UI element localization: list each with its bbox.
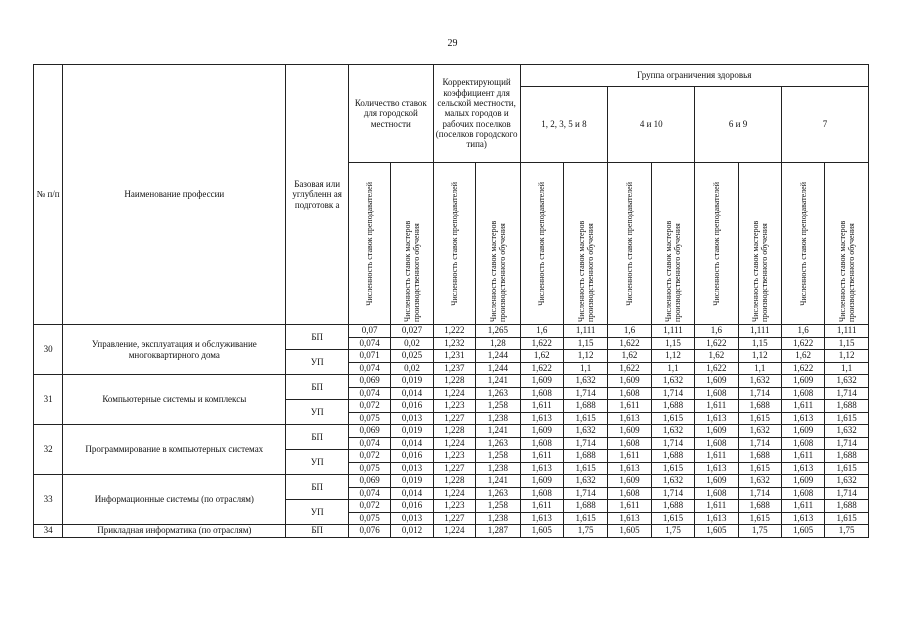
- value-cell: 1,28: [476, 337, 520, 350]
- subheader-masters: Численность ставок мастеров производственного обучения: [391, 163, 433, 325]
- value-cell: 1,632: [825, 375, 869, 388]
- value-cell: 1,223: [433, 450, 475, 463]
- training-level: УП: [286, 350, 349, 375]
- value-cell: 1,714: [651, 437, 694, 450]
- value-cell: 1,611: [520, 500, 563, 513]
- value-cell: 1,111: [738, 325, 781, 338]
- profession-name: Компьютерные системы и комплексы: [63, 375, 286, 425]
- value-cell: 1,613: [520, 462, 563, 475]
- header-profession: Наименование профессии: [63, 65, 286, 325]
- value-cell: 1,608: [520, 437, 563, 450]
- training-level: БП: [286, 325, 349, 350]
- profession-name: Программирование в компьютерных системах: [63, 425, 286, 475]
- value-cell: 1,688: [651, 400, 694, 413]
- value-cell: 1,111: [651, 325, 694, 338]
- profession-name: Прикладная информатика (по отраслям): [63, 525, 286, 538]
- value-cell: 1,714: [651, 487, 694, 500]
- header-urban: Количество ставок для городской местности: [348, 65, 433, 163]
- value-cell: 0,072: [348, 400, 390, 413]
- value-cell: 0,012: [391, 525, 433, 538]
- value-cell: 1,613: [608, 462, 651, 475]
- value-cell: 1,238: [476, 412, 520, 425]
- value-cell: 1,15: [738, 337, 781, 350]
- value-cell: 1,632: [738, 475, 781, 488]
- value-cell: 1,611: [781, 450, 824, 463]
- header-num: № п/п: [34, 65, 63, 325]
- value-cell: 1,615: [651, 512, 694, 525]
- value-cell: 1,238: [476, 512, 520, 525]
- value-cell: 1,608: [608, 437, 651, 450]
- value-cell: 0,074: [348, 487, 390, 500]
- value-cell: 0,014: [391, 437, 433, 450]
- value-cell: 1,615: [825, 462, 869, 475]
- value-cell: 1,244: [476, 362, 520, 375]
- value-cell: 1,615: [738, 512, 781, 525]
- value-cell: 1,714: [738, 487, 781, 500]
- value-cell: 1,224: [433, 437, 475, 450]
- value-cell: 1,12: [651, 350, 694, 363]
- value-cell: 1,688: [825, 450, 869, 463]
- value-cell: 1,223: [433, 400, 475, 413]
- value-cell: 1,224: [433, 487, 475, 500]
- value-cell: 1,75: [651, 525, 694, 538]
- value-cell: 1,622: [695, 362, 738, 375]
- value-cell: 1,622: [695, 337, 738, 350]
- value-cell: 1,632: [651, 425, 694, 438]
- value-cell: 1,714: [825, 437, 869, 450]
- value-cell: 0,014: [391, 487, 433, 500]
- value-cell: 1,608: [520, 487, 563, 500]
- value-cell: 1,622: [520, 362, 563, 375]
- value-cell: 1,258: [476, 400, 520, 413]
- value-cell: 1,613: [608, 512, 651, 525]
- value-cell: 1,12: [738, 350, 781, 363]
- value-cell: 0,027: [391, 325, 433, 338]
- value-cell: 0,072: [348, 500, 390, 513]
- training-level: УП: [286, 450, 349, 475]
- value-cell: 1,613: [781, 412, 824, 425]
- value-cell: 1,263: [476, 487, 520, 500]
- value-cell: 1,608: [520, 387, 563, 400]
- profession-name: Управление, эксплуатация и обслуживание многоквартирного дома: [63, 325, 286, 375]
- value-cell: 1,632: [563, 375, 607, 388]
- value-cell: 1,613: [781, 462, 824, 475]
- value-cell: 1,622: [781, 337, 824, 350]
- value-cell: 1,688: [651, 500, 694, 513]
- subheader-masters: Численность ставок мастеров производственного обучения: [651, 163, 694, 325]
- table-row: [34, 375, 869, 388]
- value-cell: 1,688: [563, 450, 607, 463]
- value-cell: 1,15: [651, 337, 694, 350]
- value-cell: 0,076: [348, 525, 390, 538]
- value-cell: 1,611: [781, 400, 824, 413]
- header-group-3: 6 и 9: [695, 87, 782, 163]
- value-cell: 1,75: [825, 525, 869, 538]
- value-cell: 1,258: [476, 450, 520, 463]
- value-cell: 1,615: [825, 512, 869, 525]
- page-number: 29: [447, 38, 458, 49]
- value-cell: 1,6: [608, 325, 651, 338]
- subheader-masters: Численность ставок мастеров производственного обучения: [825, 163, 869, 325]
- header-level: Базовая или углубленн ая подготовк а: [286, 65, 349, 325]
- value-cell: 1,75: [738, 525, 781, 538]
- value-cell: 1,263: [476, 437, 520, 450]
- header-group-2: 4 и 10: [608, 87, 695, 163]
- value-cell: 0,02: [391, 362, 433, 375]
- value-cell: 1,613: [695, 462, 738, 475]
- training-level: БП: [286, 425, 349, 450]
- value-cell: 1,714: [651, 387, 694, 400]
- value-cell: 1,605: [695, 525, 738, 538]
- training-level: УП: [286, 400, 349, 425]
- value-cell: 0,013: [391, 462, 433, 475]
- header-coef: Корректирующий коэффициент для сельской местности, малых городов и рабочих поселков (поселков городского типа): [433, 65, 520, 163]
- rates-table: [33, 64, 869, 538]
- value-cell: 1,1: [738, 362, 781, 375]
- value-cell: 1,609: [695, 375, 738, 388]
- value-cell: 1,609: [781, 375, 824, 388]
- value-cell: 1,613: [520, 412, 563, 425]
- training-level: УП: [286, 500, 349, 525]
- value-cell: 1,613: [695, 412, 738, 425]
- value-cell: 1,605: [781, 525, 824, 538]
- value-cell: 1,714: [563, 437, 607, 450]
- value-cell: 1,608: [695, 437, 738, 450]
- value-cell: 1,688: [651, 450, 694, 463]
- value-cell: 1,222: [433, 325, 475, 338]
- value-cell: 1,1: [563, 362, 607, 375]
- value-cell: 1,608: [781, 387, 824, 400]
- value-cell: 1,688: [563, 500, 607, 513]
- header-group-1: 1, 2, 3, 5 и 8: [520, 87, 608, 163]
- row-number: 33: [34, 475, 63, 525]
- value-cell: 1,241: [476, 425, 520, 438]
- value-cell: 1,287: [476, 525, 520, 538]
- value-cell: 0,014: [391, 387, 433, 400]
- value-cell: 1,111: [563, 325, 607, 338]
- value-cell: 0,074: [348, 387, 390, 400]
- value-cell: 1,609: [781, 475, 824, 488]
- value-cell: 1,608: [695, 387, 738, 400]
- value-cell: 1,611: [608, 400, 651, 413]
- value-cell: 1,609: [608, 425, 651, 438]
- value-cell: 1,609: [695, 475, 738, 488]
- row-number: 32: [34, 425, 63, 475]
- value-cell: 1,609: [520, 425, 563, 438]
- value-cell: 0,069: [348, 375, 390, 388]
- value-cell: 1,258: [476, 500, 520, 513]
- value-cell: 0,016: [391, 500, 433, 513]
- value-cell: 1,622: [520, 337, 563, 350]
- value-cell: 1,62: [608, 350, 651, 363]
- value-cell: 1,615: [651, 462, 694, 475]
- value-cell: 1,611: [695, 450, 738, 463]
- value-cell: 1,609: [695, 425, 738, 438]
- value-cell: 1,688: [825, 500, 869, 513]
- value-cell: 1,611: [520, 400, 563, 413]
- value-cell: 1,608: [695, 487, 738, 500]
- value-cell: 1,1: [825, 362, 869, 375]
- value-cell: 1,714: [563, 387, 607, 400]
- value-cell: 1,62: [781, 350, 824, 363]
- value-cell: 0,074: [348, 437, 390, 450]
- value-cell: 1,613: [695, 512, 738, 525]
- subheader-masters: Численность ставок мастеров производственного обучения: [738, 163, 781, 325]
- value-cell: 1,608: [781, 487, 824, 500]
- value-cell: 1,611: [520, 450, 563, 463]
- value-cell: 1,244: [476, 350, 520, 363]
- header-group-4: 7: [781, 87, 868, 163]
- value-cell: 1,688: [738, 500, 781, 513]
- subheader-teachers: Численность ставок преподавателей: [520, 163, 563, 325]
- value-cell: 1,228: [433, 375, 475, 388]
- value-cell: 1,241: [476, 375, 520, 388]
- value-cell: 1,714: [738, 387, 781, 400]
- value-cell: 1,15: [825, 337, 869, 350]
- table-row: [34, 525, 869, 538]
- value-cell: 0,071: [348, 350, 390, 363]
- value-cell: 0,069: [348, 425, 390, 438]
- value-cell: 1,688: [738, 400, 781, 413]
- value-cell: 1,227: [433, 462, 475, 475]
- value-cell: 1,231: [433, 350, 475, 363]
- value-cell: 1,605: [608, 525, 651, 538]
- value-cell: 0,069: [348, 475, 390, 488]
- value-cell: 1,224: [433, 387, 475, 400]
- row-number: 30: [34, 325, 63, 375]
- value-cell: 1,224: [433, 525, 475, 538]
- value-cell: 1,714: [825, 387, 869, 400]
- value-cell: 1,613: [608, 412, 651, 425]
- subheader-masters: Численность ставок мастеров производственного обучения: [563, 163, 607, 325]
- value-cell: 0,075: [348, 512, 390, 525]
- value-cell: 0,07: [348, 325, 390, 338]
- value-cell: 0,019: [391, 425, 433, 438]
- value-cell: 1,688: [738, 450, 781, 463]
- value-cell: 0,016: [391, 450, 433, 463]
- value-cell: 0,013: [391, 512, 433, 525]
- profession-name: Информационные системы (по отраслям): [63, 475, 286, 525]
- value-cell: 1,615: [563, 412, 607, 425]
- header-health-group: Группа ограничения здоровья: [520, 65, 868, 87]
- value-cell: 0,025: [391, 350, 433, 363]
- value-cell: 1,615: [738, 412, 781, 425]
- value-cell: 1,6: [520, 325, 563, 338]
- value-cell: 1,1: [651, 362, 694, 375]
- value-cell: 0,072: [348, 450, 390, 463]
- value-cell: 1,228: [433, 425, 475, 438]
- value-cell: 1,609: [520, 375, 563, 388]
- value-cell: 1,608: [608, 487, 651, 500]
- value-cell: 0,074: [348, 362, 390, 375]
- row-number: 31: [34, 375, 63, 425]
- value-cell: 1,609: [781, 425, 824, 438]
- value-cell: 1,622: [781, 362, 824, 375]
- value-cell: 1,615: [738, 462, 781, 475]
- value-cell: 1,632: [651, 375, 694, 388]
- value-cell: 1,609: [608, 375, 651, 388]
- subheader-teachers: Численность ставок преподавателей: [433, 163, 475, 325]
- value-cell: 1,615: [651, 412, 694, 425]
- value-cell: 1,605: [520, 525, 563, 538]
- value-cell: 0,016: [391, 400, 433, 413]
- value-cell: 1,632: [825, 425, 869, 438]
- value-cell: 0,019: [391, 375, 433, 388]
- value-cell: 1,611: [608, 500, 651, 513]
- value-cell: 1,609: [608, 475, 651, 488]
- value-cell: 0,013: [391, 412, 433, 425]
- training-level: БП: [286, 475, 349, 500]
- value-cell: 1,75: [563, 525, 607, 538]
- value-cell: 1,228: [433, 475, 475, 488]
- subheader-teachers: Численность ставок преподавателей: [348, 163, 390, 325]
- value-cell: 1,611: [608, 450, 651, 463]
- value-cell: 1,611: [695, 400, 738, 413]
- value-cell: 1,632: [651, 475, 694, 488]
- value-cell: 1,611: [781, 500, 824, 513]
- value-cell: 1,227: [433, 412, 475, 425]
- value-cell: 1,613: [520, 512, 563, 525]
- value-cell: 1,632: [825, 475, 869, 488]
- subheader-teachers: Численность ставок преподавателей: [781, 163, 824, 325]
- value-cell: 1,6: [695, 325, 738, 338]
- value-cell: 1,688: [825, 400, 869, 413]
- subheader-teachers: Численность ставок преподавателей: [608, 163, 651, 325]
- training-level: БП: [286, 525, 349, 538]
- value-cell: 1,632: [563, 425, 607, 438]
- value-cell: 1,12: [825, 350, 869, 363]
- value-cell: 1,263: [476, 387, 520, 400]
- table-body: [34, 325, 869, 538]
- value-cell: 0,02: [391, 337, 433, 350]
- value-cell: 1,615: [563, 512, 607, 525]
- value-cell: 1,611: [695, 500, 738, 513]
- subheader-masters: Численность ставок мастеров производственного обучения: [476, 163, 520, 325]
- value-cell: 1,622: [608, 337, 651, 350]
- subheader-teachers: Численность ставок преподавателей: [695, 163, 738, 325]
- value-cell: 1,241: [476, 475, 520, 488]
- value-cell: 1,12: [563, 350, 607, 363]
- value-cell: 1,714: [563, 487, 607, 500]
- value-cell: 1,608: [608, 387, 651, 400]
- value-cell: 0,074: [348, 337, 390, 350]
- value-cell: 1,609: [520, 475, 563, 488]
- table-row: [34, 325, 869, 338]
- value-cell: 1,265: [476, 325, 520, 338]
- value-cell: 1,613: [781, 512, 824, 525]
- value-cell: 1,111: [825, 325, 869, 338]
- value-cell: 1,15: [563, 337, 607, 350]
- value-cell: 1,6: [781, 325, 824, 338]
- value-cell: 1,62: [520, 350, 563, 363]
- value-cell: 1,714: [825, 487, 869, 500]
- value-cell: 1,688: [563, 400, 607, 413]
- table-row: [34, 475, 869, 488]
- value-cell: 1,227: [433, 512, 475, 525]
- value-cell: 1,615: [563, 462, 607, 475]
- value-cell: 1,632: [563, 475, 607, 488]
- value-cell: 1,622: [608, 362, 651, 375]
- value-cell: 1,238: [476, 462, 520, 475]
- row-number: 34: [34, 525, 63, 538]
- value-cell: 1,615: [825, 412, 869, 425]
- value-cell: 0,075: [348, 462, 390, 475]
- value-cell: 0,019: [391, 475, 433, 488]
- value-cell: 0,075: [348, 412, 390, 425]
- training-level: БП: [286, 375, 349, 400]
- value-cell: 1,223: [433, 500, 475, 513]
- value-cell: 1,62: [695, 350, 738, 363]
- value-cell: 1,632: [738, 425, 781, 438]
- value-cell: 1,232: [433, 337, 475, 350]
- value-cell: 1,237: [433, 362, 475, 375]
- value-cell: 1,632: [738, 375, 781, 388]
- value-cell: 1,714: [738, 437, 781, 450]
- value-cell: 1,608: [781, 437, 824, 450]
- table-row: [34, 425, 869, 438]
